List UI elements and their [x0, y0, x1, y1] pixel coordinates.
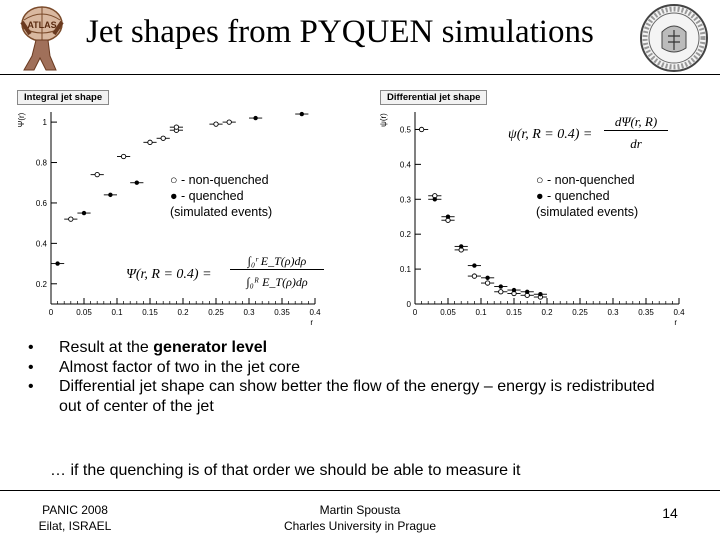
x-tick-label: 0.05 [76, 308, 92, 317]
formula-lhs: ψ(r, R = 0.4) = [508, 127, 593, 142]
data-point-quenched [512, 288, 516, 292]
formula-lhs: Ψ(r, R = 0.4) = [126, 267, 212, 282]
formula-numerator: dΨ(r, R) [604, 114, 668, 131]
y-tick-label: 0.4 [35, 239, 47, 249]
x-axis-label: r [674, 318, 677, 327]
data-point-non-quenched [214, 122, 218, 126]
x-tick-label: 0.3 [243, 308, 255, 317]
y-axis-label: Ψ(r) [17, 112, 26, 128]
data-point-quenched [253, 116, 257, 120]
formula-numerator: ∫₀ʳ E_T(ρ)dρ [230, 254, 324, 270]
x-tick-label: 0.1 [475, 308, 487, 317]
data-point-non-quenched [472, 274, 476, 278]
data-point-quenched [446, 215, 450, 219]
legend-entry: ○ - non-quenched [536, 173, 635, 187]
x-tick-label: 0.35 [274, 308, 290, 317]
differential-panel-title: Differential jet shape [380, 90, 487, 105]
integral-panel-title: Integral jet shape [17, 90, 109, 105]
footer-conference [20, 502, 130, 534]
slide-title: Jet shapes from PYQUEN simulations [86, 14, 594, 50]
data-point-non-quenched [121, 154, 125, 158]
data-point-non-quenched [161, 136, 165, 140]
x-tick-label: 0.05 [440, 308, 456, 317]
bullet-item: • Differential jet shape can show better the flow of the energy – energy is redistributed out of center of the jet [28, 378, 655, 415]
bullet-item: • Almost factor of two in the jet core [28, 358, 300, 376]
data-point-quenched [300, 112, 304, 116]
data-point-non-quenched [148, 140, 152, 144]
x-tick-label: 0.4 [309, 308, 321, 317]
y-tick-label: 0.4 [399, 160, 411, 170]
bullet-text: Almost factor of two in the jet core [59, 358, 300, 376]
atlas-logo [6, 4, 74, 72]
bullet-text: Differential jet shape can show better the flow of the energy – energy is redistributed out of center of the jet [59, 378, 655, 415]
conclusion-text: … if the quenching is of that order we should be able to measure it [50, 462, 521, 479]
legend-entry: ● - quenched [536, 189, 610, 203]
data-point-quenched [525, 290, 529, 294]
data-point-non-quenched [227, 120, 231, 124]
x-tick-label: 0 [48, 308, 54, 317]
x-tick-label: 0.4 [673, 308, 685, 317]
y-tick-label: 0.6 [35, 198, 47, 208]
x-tick-label: 0.2 [177, 308, 189, 317]
data-point-quenched [499, 284, 503, 288]
x-tick-label: 0.35 [638, 308, 654, 317]
data-point-non-quenched [174, 125, 178, 129]
differential-legend [536, 172, 638, 220]
data-point-non-quenched [95, 172, 99, 176]
legend-entry: (simulated events) [170, 205, 273, 219]
university-seal [632, 2, 716, 74]
x-tick-label: 0.15 [142, 308, 158, 317]
y-axis-label: ψ(r) [379, 113, 388, 127]
data-point-quenched [485, 276, 489, 280]
x-tick-label: 0.2 [541, 308, 553, 317]
footer-author-affiliation: Charles University in Prague [283, 519, 437, 533]
y-tick-label: 0.8 [35, 158, 47, 168]
footer-conference-location: Eilat, ISRAEL [38, 519, 112, 533]
x-tick-label: 0.15 [506, 308, 522, 317]
data-point-quenched [472, 263, 476, 267]
legend-entry: ● - quenched [170, 189, 244, 203]
footer-author [260, 502, 460, 534]
data-point-quenched [135, 181, 139, 185]
legend-entry: ○ - non-quenched [170, 173, 269, 187]
footer-conference-name: PANIC 2008 [42, 503, 108, 517]
integral-legend [170, 172, 272, 220]
y-tick-label: 1 [42, 118, 47, 128]
data-point-non-quenched [419, 127, 423, 131]
data-point-non-quenched [69, 217, 73, 221]
data-point-quenched [82, 211, 86, 215]
bullet-text: Result at the [59, 339, 154, 356]
formula-denominator: ∫₀ᴿ E_T(ρ)dρ [246, 275, 308, 289]
integral-formula [126, 254, 326, 300]
y-tick-label: 0.1 [399, 265, 411, 275]
data-point-quenched [55, 261, 59, 265]
x-tick-label: 0 [412, 308, 418, 317]
differential-formula [508, 114, 668, 160]
x-tick-label: 0.3 [607, 308, 619, 317]
y-tick-label: 0.5 [399, 125, 411, 135]
bullet-bold: generator level [153, 339, 268, 356]
page-number: 14 [662, 505, 678, 521]
data-point-quenched [108, 193, 112, 197]
data-point-quenched [459, 244, 463, 248]
y-tick-label: 0.3 [399, 195, 411, 205]
data-point-quenched [538, 292, 542, 296]
logo-left-text: ATLAS [27, 20, 57, 30]
y-tick-label: 0.2 [399, 230, 411, 240]
x-axis-label: r [310, 318, 313, 327]
formula-denominator: dr [630, 136, 642, 151]
y-tick-label: 0.2 [35, 279, 47, 289]
data-point-quenched [433, 197, 437, 201]
x-tick-label: 0.1 [111, 308, 123, 317]
bullet-item: • Result at the generator level [28, 339, 268, 356]
legend-entry: (simulated events) [536, 205, 639, 219]
title-divider [0, 74, 720, 75]
footer-divider [0, 490, 720, 491]
y-tick-label: 0 [406, 300, 411, 309]
data-point-non-quenched [499, 290, 503, 294]
footer-author-name: Martin Spousta [319, 503, 401, 517]
x-tick-label: 0.25 [208, 308, 224, 317]
data-point-non-quenched [485, 281, 489, 285]
x-tick-label: 0.25 [572, 308, 588, 317]
bullet-list [28, 338, 678, 416]
